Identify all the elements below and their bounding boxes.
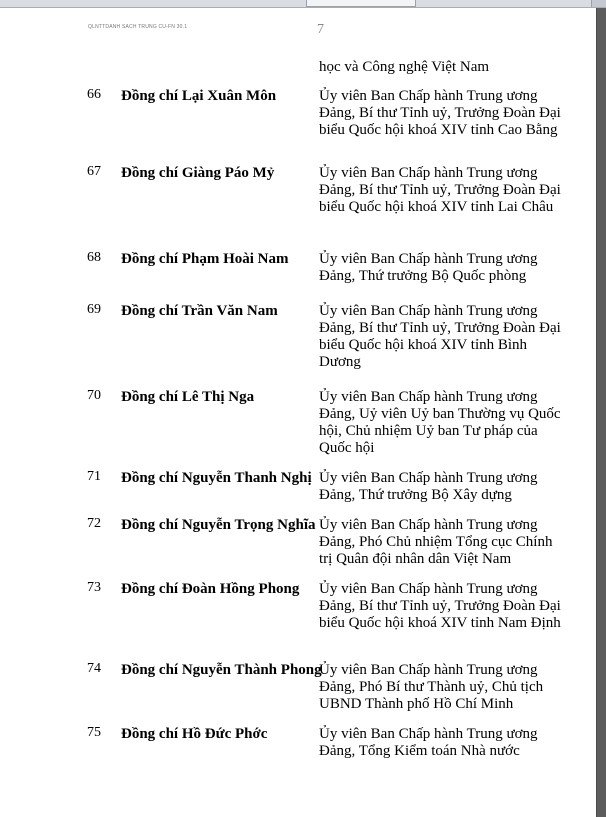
member-name: Đồng chí Nguyễn Thành Phong	[121, 662, 322, 678]
row-number: 74	[87, 661, 101, 676]
member-name: Đồng chí Lại Xuân Môn	[121, 88, 277, 104]
member-name: Đồng chí Nguyễn Thanh Nghị	[121, 470, 312, 486]
row-number: 67	[87, 164, 101, 179]
member-position: Ủy viên Ban Chấp hành Trung ương Đảng, Tổng Kiểm toán Nhà nước	[319, 726, 538, 759]
row-number: 73	[87, 580, 101, 595]
member-position: Ủy viên Ban Chấp hành Trung ương Đảng, Phó Bí thư Thành uỷ, Chủ tịch UBND Thành phố Hồ Chí Minh	[319, 662, 544, 712]
member-position: Ủy viên Ban Chấp hành Trung ương Đảng, Bí thư Tỉnh uỷ, Trưởng Đoàn Đại biểu Quốc hội khoá XIV tỉnh Bình Dương	[319, 303, 561, 370]
header-doc-code: QLNTTDANH SACH TRUNG CU-FN 30.1	[88, 24, 188, 30]
member-position: Ủy viên Ban Chấp hành Trung ương Đảng, Bí thư Tỉnh uỷ, Trưởng Đoàn Đại biểu Quốc hội khoá XIV tỉnh Lai Châu	[319, 165, 561, 215]
document-page	[0, 8, 597, 817]
member-name: Đồng chí Trần Văn Nam	[121, 303, 278, 319]
continuation-text: học và Công nghệ Việt Nam	[319, 59, 490, 75]
horizontal-scroll-thumb[interactable]	[306, 0, 416, 7]
member-name: Đồng chí Đoàn Hồng Phong	[121, 581, 300, 597]
member-position: Ủy viên Ban Chấp hành Trung ương Đảng, Uỷ viên Uỷ ban Thường vụ Quốc hội, Chủ nhiệm Uỷ ban Tư pháp của Quốc hội	[319, 389, 561, 456]
row-number: 71	[87, 469, 101, 484]
horizontal-scrollbar[interactable]	[0, 0, 606, 8]
member-position: Ủy viên Ban Chấp hành Trung ương Đảng, Bí thư Tỉnh uỷ, Trưởng Đoàn Đại biểu Quốc hội khoá XIV tỉnh Nam Định	[319, 581, 561, 631]
member-name: Đồng chí Nguyễn Trọng Nghĩa	[121, 517, 316, 533]
member-name: Đồng chí Hồ Đức Phớc	[121, 726, 268, 742]
row-number: 68	[87, 250, 101, 265]
member-position: Ủy viên Ban Chấp hành Trung ương Đảng, Bí thư Tỉnh uỷ, Trưởng Đoàn Đại biểu Quốc hội khoá XIV tỉnh Cao Bằng	[319, 88, 561, 138]
member-position: Ủy viên Ban Chấp hành Trung ương Đảng, Thứ trưởng Bộ Quốc phòng	[319, 251, 538, 284]
member-name: Đồng chí Giàng Páo Mỷ	[121, 165, 275, 181]
member-name: Đồng chí Phạm Hoài Nam	[121, 251, 289, 267]
row-number: 69	[87, 302, 101, 317]
row-number: 72	[87, 516, 101, 531]
member-position: Ủy viên Ban Chấp hành Trung ương Đảng, Phó Chủ nhiệm Tổng cục Chính trị Quân đội nhân dân Việt Nam	[319, 517, 553, 567]
row-number: 66	[87, 87, 101, 102]
member-name: Đồng chí Lê Thị Nga	[121, 389, 255, 405]
member-position: Ủy viên Ban Chấp hành Trung ương Đảng, Thứ trưởng Bộ Xây dựng	[319, 470, 538, 503]
vertical-scrollbar[interactable]	[597, 8, 606, 817]
page-number: 7	[317, 22, 324, 37]
scroll-right-button[interactable]	[591, 0, 606, 7]
row-number: 70	[87, 388, 101, 403]
row-number: 75	[87, 725, 101, 740]
